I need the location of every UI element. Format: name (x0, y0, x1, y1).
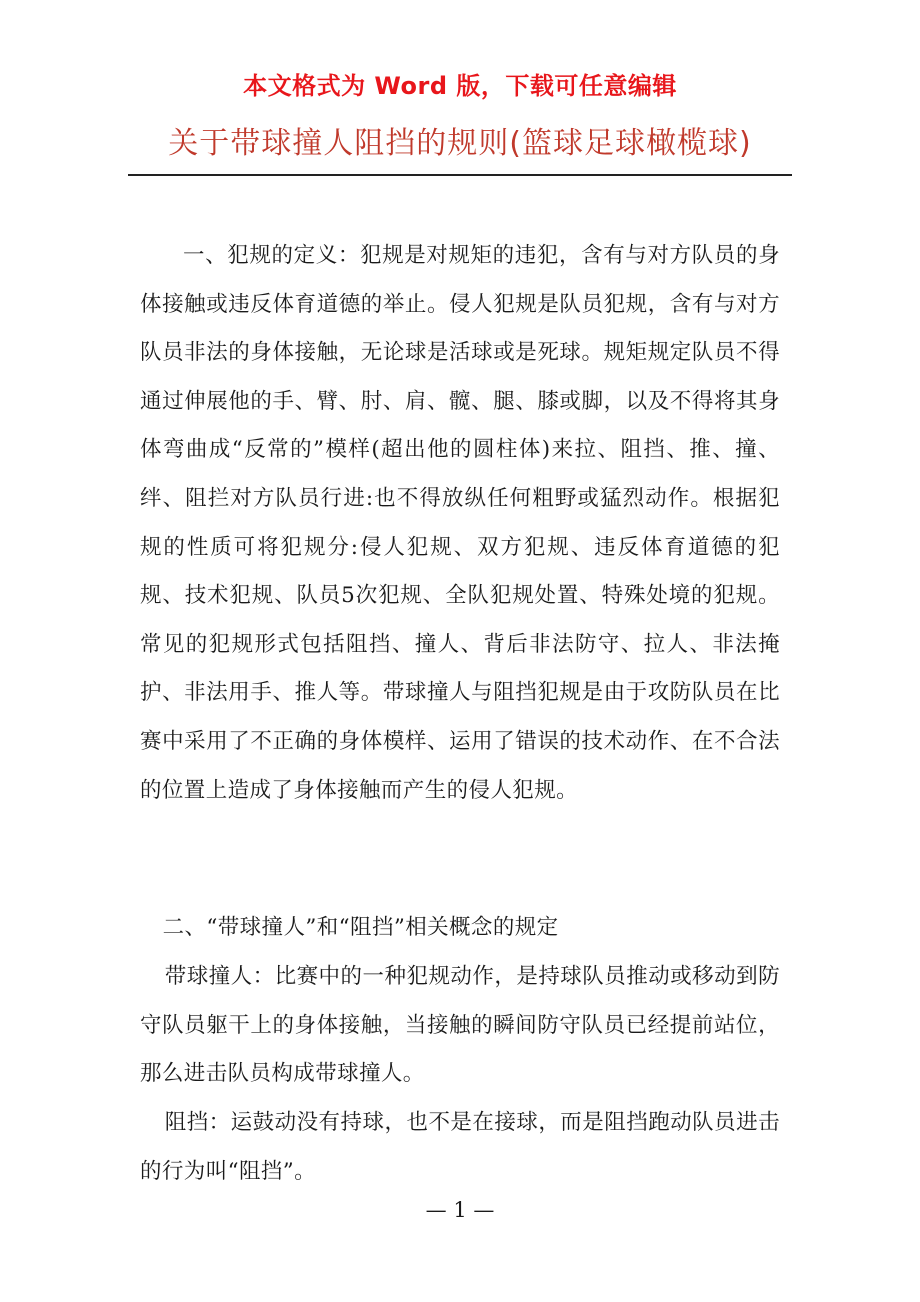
foul-definition-paragraph (140, 232, 780, 815)
paragraph-text: 带球撞人：比赛中的一种犯规动作，是持球队员推动或移动到防守队员躯干上的身体接触，当接触的瞬间防守队员已经提前站位，那么进击队员构成带球撞人。 (140, 964, 780, 1087)
charging-definition-paragraph (140, 953, 780, 1099)
paragraph-text: 一、犯规的定义：犯规是对规矩的违犯，含有与对方队员的身体接触或违反体育道德的举止。侵人犯规是队员犯规，含有与对方队员非法的身体接触，无论球是活球或是死球。规矩规定队员不得通过伸展他的手、臂、肘、肩、髋、腿、膝或脚，以及不得将其身体弯曲成“反常的”模样(超出他的圆柱体)来拉、阻挡、推、撞、绊、阻拦对方队员行进:也不得放纵任何粗野或猛烈动作。根据犯规的性质可将犯规分:侵人犯规、双方犯规、违反体育道德的犯规、技术犯规、队员5次犯规、全队犯规处置、特殊处境的犯规。常见的犯规形式包括阻挡、撞人、背后非法防守、拉人、非法掩护、非法用手、推人等。带球撞人与阻挡犯规是由于攻防队员在比赛中采用了不正确的身体模样、运用了错误的技术动作、在不合法的位置上造成了身体接触而产生的侵人犯规。 (140, 243, 780, 803)
format-notice: 本文格式为 Word 版，下载可任意编辑 (243, 72, 677, 100)
blocking-definition-paragraph (140, 1099, 780, 1196)
document-title: 关于带球撞人阻挡的规则(篮球足球橄榄球) (168, 126, 752, 161)
section-heading-text: 二、“带球撞人”和“阻挡”相关概念的规定 (162, 915, 559, 940)
page-number: — 1 — (425, 1198, 495, 1222)
section-heading (140, 904, 780, 953)
title-divider (128, 174, 792, 176)
paragraph-text: 阻挡：运鼓动没有持球，也不是在接球，而是阻挡跑动队员进击的行为叫“阻挡”。 (140, 1110, 780, 1184)
